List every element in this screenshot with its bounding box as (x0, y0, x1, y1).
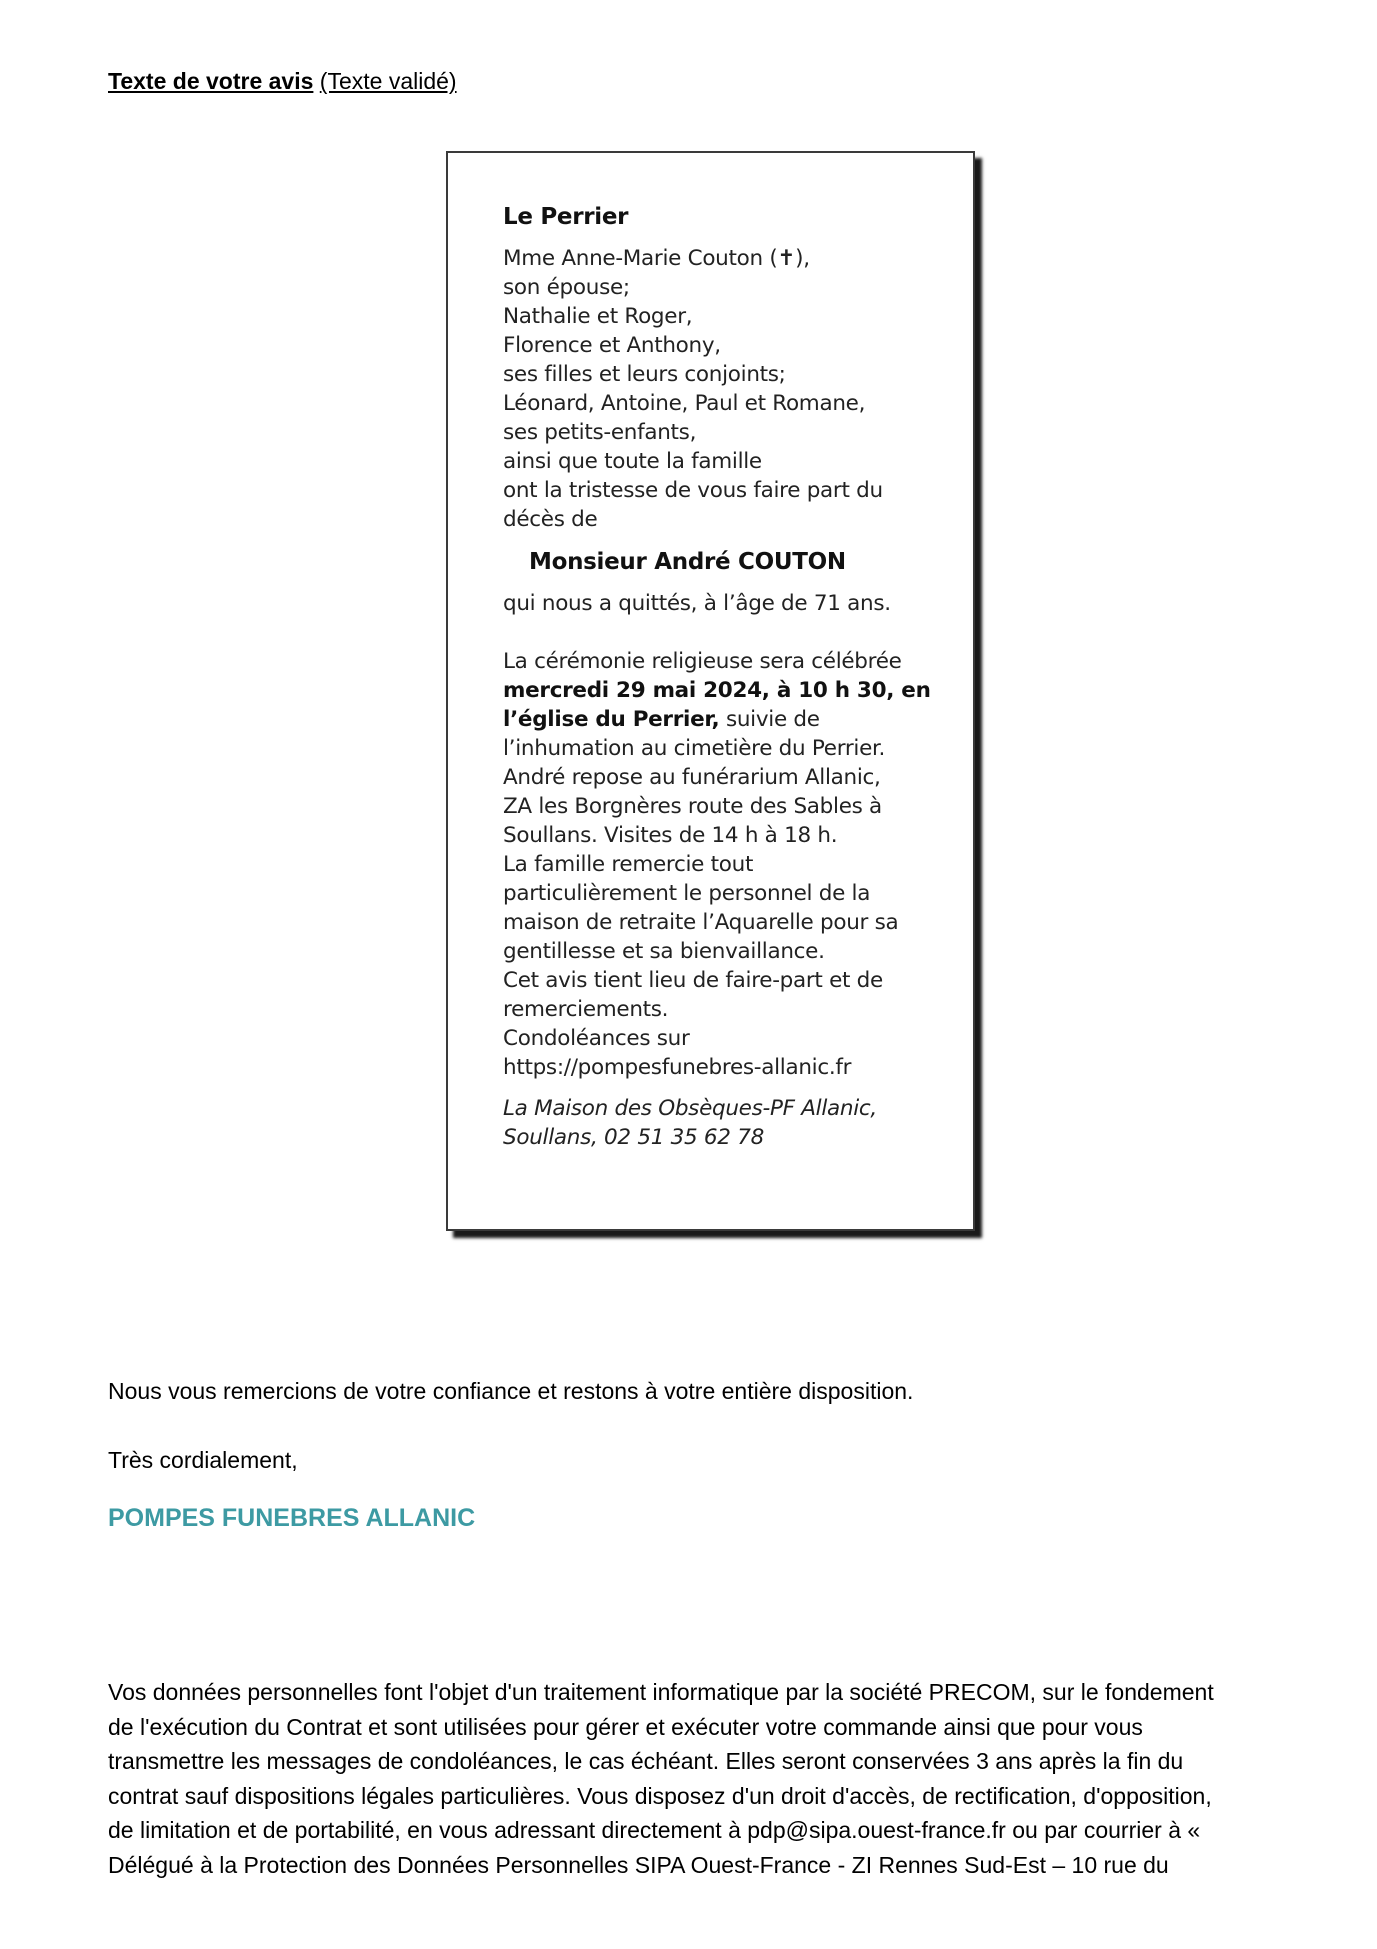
notice-content (503, 203, 953, 1152)
notice-line: l’inhumation au cimetière du Perrier. (503, 736, 886, 761)
legal-line: Vos données personnelles font l'objet d'un traitement informatique par la société PRECOM, sur le fondement (108, 1679, 1214, 1705)
notice-line: Mme Anne-Marie Couton (✝), (503, 246, 810, 271)
signature-line: La Maison des Obsèques-PF Allanic, (503, 1096, 877, 1121)
obituary-notice (446, 151, 975, 1231)
notice-line: Léonard, Antoine, Paul et Romane, (503, 391, 866, 416)
legal-line: de l'exécution du Contrat et sont utilisées pour gérer et exécuter votre commande ainsi que pour vous (108, 1713, 1143, 1740)
notice-intro (503, 244, 953, 534)
ceremony-after: suivie de (719, 707, 820, 732)
notice-line: maison de retraite l’Aquarelle pour sa (503, 910, 899, 935)
notice-line: remerciements. (503, 997, 669, 1022)
ceremony-date: mercredi 29 mai 2024, à 10 h 30, en (503, 678, 931, 703)
notice-line: ses petits-enfants, (503, 420, 697, 445)
notice-age-line: qui nous a quittés, à l’âge de 71 ans. (503, 591, 891, 616)
legal-line: transmettre les messages de condoléances, le cas échéant. Elles seront conservées 3 ans après la fin du (108, 1748, 1184, 1774)
regards-text: Très cordialement, (108, 1447, 298, 1473)
ceremony-location-line (503, 705, 953, 734)
ceremony-location: l’église du Perrier, (503, 707, 720, 732)
notice-line: Soullans. Visites de 14 h à 18 h. (503, 823, 838, 848)
notice-line: ZA les Borgnères route des Sables à (503, 794, 882, 819)
notice-line: particulièrement le personnel de la (503, 881, 871, 906)
notice-signature (503, 1094, 953, 1152)
privacy-notice (108, 1675, 1328, 1882)
notice-line: son épouse; (503, 275, 630, 300)
notice-line: ont la tristesse de vous faire part du (503, 478, 883, 503)
legal-line: de limitation et de portabilité, en vous adressant directement à pdp@sipa.ouest-france.fr ou par courrier à « (108, 1817, 1201, 1843)
notice-line: ses filles et leurs conjoints; (503, 362, 786, 387)
notice-line: La cérémonie religieuse sera célébrée (503, 649, 902, 674)
company-name: POMPES FUNEBRES ALLANIC (108, 1504, 476, 1532)
notice-line: Cet avis tient lieu de faire-part et de (503, 968, 883, 993)
notice-line: Florence et Anthony, (503, 333, 721, 358)
notice-line: gentillesse et sa bienvaillance. (503, 939, 825, 964)
notice-line: décès de (503, 507, 598, 532)
legal-line: Délégué à la Protection des Données Personnelles SIPA Ouest-France - ZI Rennes Sud-Est – 10 rue du (108, 1851, 1169, 1878)
notice-place: Le Perrier (503, 204, 629, 230)
heading-title: Texte de votre avis (108, 68, 314, 94)
signature-line: Soullans, 02 51 35 62 78 (503, 1125, 764, 1150)
legal-line: contrat sauf dispositions légales particulières. Vous disposez d'un droit d'accès, de rectification, d'opposition, (108, 1782, 1212, 1809)
notice-line: ainsi que toute la famille (503, 449, 762, 474)
page-heading (108, 66, 457, 96)
notice-line: Condoléances sur (503, 1026, 690, 1051)
deceased-name: Monsieur André COUTON (529, 549, 846, 575)
heading-status: (Texte validé) (319, 68, 457, 94)
notice-line: La famille remercie tout (503, 852, 754, 877)
notice-line: André repose au funérarium Allanic, (503, 765, 881, 790)
notice-body (503, 734, 953, 1082)
notice-line: https://pompesfunebres-allanic.fr (503, 1055, 852, 1080)
notice-line: Nathalie et Roger, (503, 304, 693, 329)
thanks-text: Nous vous remercions de votre confiance et restons à votre entière disposition. (108, 1378, 914, 1404)
spacer (503, 618, 953, 647)
